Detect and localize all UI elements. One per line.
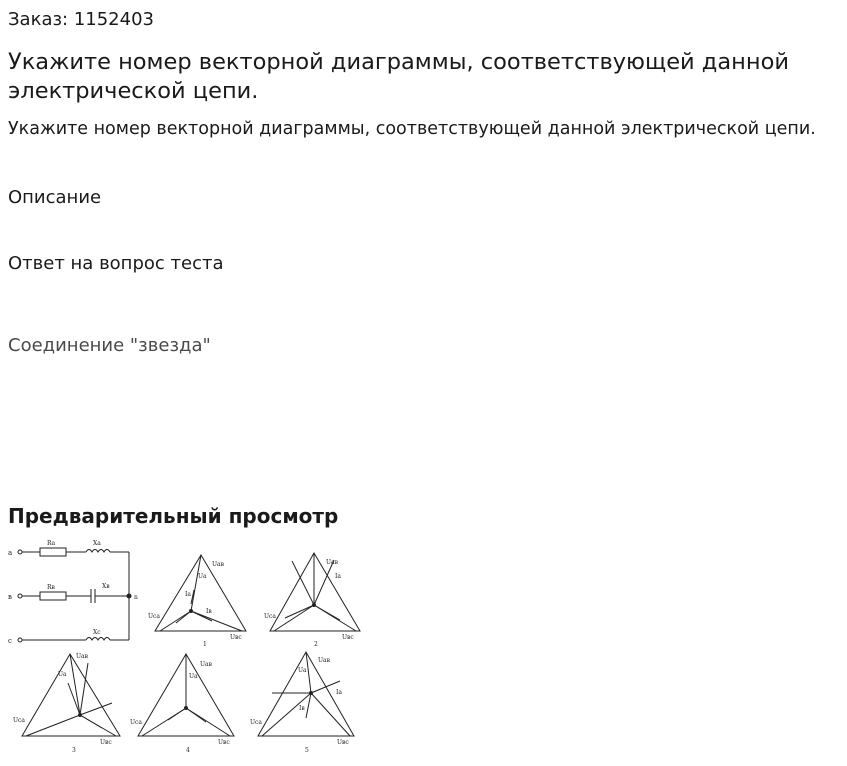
diagram-5-uca: Uса xyxy=(250,719,262,726)
resistor-a-label: Rа xyxy=(47,540,56,547)
preview-image xyxy=(0,538,370,762)
diagram-1-uca: Uса xyxy=(148,613,160,620)
diagram-4-ubc: Uвс xyxy=(218,739,230,746)
phase-c-label: с xyxy=(8,637,12,645)
circuit-schematic xyxy=(8,540,138,645)
diagram-3-uab: Uав xyxy=(76,653,89,660)
diagram-3-uca: Uса xyxy=(13,717,25,724)
resistor-b-label: Rв xyxy=(47,584,55,591)
diagram-1-ubc: Uвс xyxy=(230,634,242,641)
vector-diagram-5 xyxy=(250,652,354,754)
page-title: Укажите номер векторной диаграммы, соответствующей данной электрической цепи. xyxy=(8,49,789,104)
answer-label: Ответ на вопрос теста xyxy=(8,253,224,274)
vector-diagram-3 xyxy=(13,653,120,754)
capacitor-b-label: Xв xyxy=(102,583,110,590)
diagram-1-uab: Uав xyxy=(212,561,225,568)
diagram-2-uab: Uав xyxy=(326,559,339,566)
answer-value: Соединение "звезда" xyxy=(8,335,211,356)
phase-b-label: в xyxy=(8,593,12,601)
inductor-a-label: Xа xyxy=(93,540,101,547)
diagram-1-number: 1 xyxy=(203,641,207,648)
order-number: Заказ: 1152403 xyxy=(8,9,154,30)
diagram-1-ua: Uа xyxy=(198,573,207,580)
preview-heading: Предварительный просмотр xyxy=(8,504,339,528)
diagram-5-ia: Iа xyxy=(336,689,342,696)
diagram-4-number: 4 xyxy=(186,747,190,754)
diagram-3-ubc: Uвс xyxy=(100,739,112,746)
diagram-3-ua: Uа xyxy=(58,671,67,678)
diagram-2-ubc: Uвс xyxy=(342,634,354,641)
diagram-5-ua: Uа xyxy=(298,667,307,674)
diagram-4-ua: Uа xyxy=(189,673,198,680)
phase-a-label: a xyxy=(8,549,13,557)
neutral-label: n xyxy=(134,594,138,601)
inductor-c-label: Xс xyxy=(93,629,101,636)
question-text: Укажите номер векторной диаграммы, соответствующей данной электрической цепи. xyxy=(8,119,816,139)
diagram-1-ia: Iа xyxy=(185,591,191,598)
diagram-5-ubc: Uвс xyxy=(337,739,349,746)
description-heading: Описание xyxy=(8,187,102,208)
diagram-2-ia: Iа xyxy=(335,573,341,580)
diagram-1-ib: Iв xyxy=(206,608,212,615)
diagram-4-uca: Uса xyxy=(130,719,142,726)
diagram-3-number: 3 xyxy=(72,747,76,754)
diagram-2-number: 2 xyxy=(314,641,318,648)
vector-diagram-4 xyxy=(130,654,234,754)
diagram-2-uca: Uса xyxy=(264,613,276,620)
diagram-5-number: 5 xyxy=(305,747,309,754)
diagram-5-uab: Uав xyxy=(318,657,331,664)
diagram-5-ib: Iв xyxy=(299,705,305,712)
vector-diagram-1 xyxy=(148,555,246,648)
diagram-4-uab: Uав xyxy=(200,661,213,668)
vector-diagram-2 xyxy=(264,553,360,648)
